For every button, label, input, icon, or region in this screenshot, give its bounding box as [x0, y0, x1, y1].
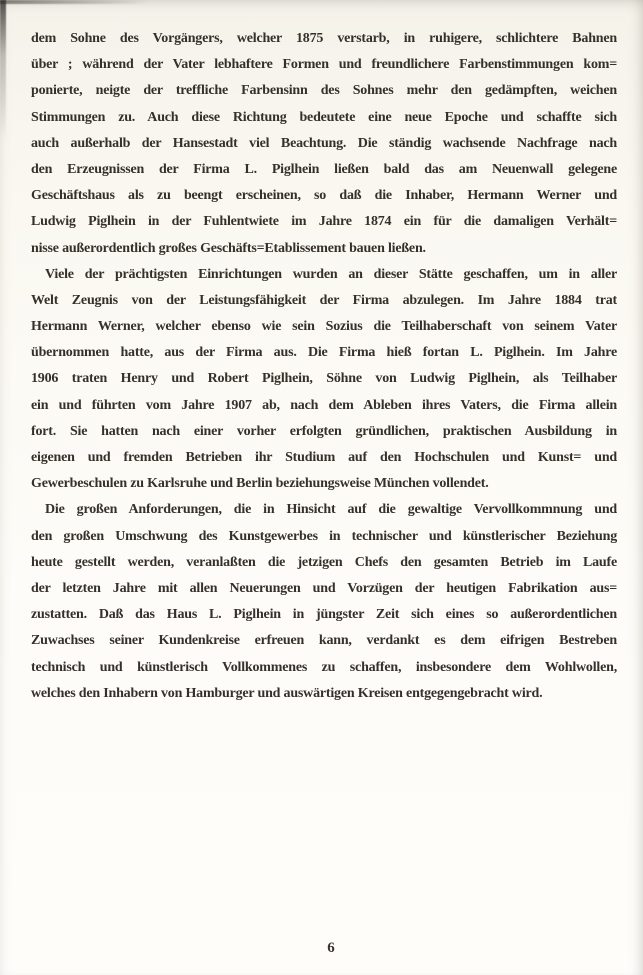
- text-line: Stimmungen zu. Auch diese Richtung bedeutete eine neue Epoche und schaffte sich: [31, 109, 617, 125]
- text-line: Zuwachses seiner Kundenkreise erfreuen kann, verdankt es dem eifrigen Bestreben: [31, 633, 617, 649]
- text-line: den großen Umschwung des Kunstgewerbes in technischer und künstlerischer Beziehung: [31, 528, 617, 544]
- paragraph-2: [31, 262, 617, 498]
- page-number: 6: [327, 940, 335, 956]
- text-line: auch außerhalb der Hansestadt viel Beachtung. Die ständig wachsende Nachfrage nach: [31, 135, 617, 151]
- text-line: nisse außerordentlich großes Geschäfts=Etablissement bauen ließen.: [31, 240, 426, 256]
- text-line: welches den Inhabern von Hamburger und auswärtigen Kreisen entgegengebracht wird.: [31, 685, 543, 701]
- text-line: Viele der prächtigsten Einrichtungen wurden an dieser Stätte geschaffen, um in aller: [45, 266, 617, 282]
- paragraph-3: [31, 497, 617, 707]
- text-line: Ludwig Piglhein in der Fuhlentwiete im Jahre 1874 ein für die damaligen Verhält=: [31, 214, 617, 230]
- text-line: ponierte, neigte der treffliche Farbensinn des Sohnes mehr den gedämpften, weichen: [31, 83, 617, 99]
- text-line: fort. Sie hatten nach einer vorher erfolgten gründlichen, praktischen Ausbildung in: [31, 423, 617, 439]
- body-text: [31, 26, 617, 707]
- text-line: übernommen hatte, aus der Firma aus. Die Firma hieß fortan L. Piglhein. Im Jahre: [31, 345, 617, 361]
- text-line: ein und führten vom Jahre 1907 ab, nach dem Ableben ihres Vaters, die Firma allein: [31, 397, 617, 413]
- text-line: zustatten. Daß das Haus L. Piglhein in jüngster Zeit sich eines so außerordentlichen: [31, 607, 617, 623]
- text-line: über ; während der Vater lebhaftere Formen und freundlichere Farbenstimmungen kom=: [31, 57, 617, 73]
- text-line: heute gestellt werden, veranlaßten die jetzigen Chefs den gesamten Betrieb im Laufe: [31, 554, 617, 570]
- text-line: technisch und künstlerisch Vollkommenes zu schaffen, insbesondere dem Wohlwollen,: [31, 659, 617, 675]
- text-line: der letzten Jahre mit allen Neuerungen und Vorzügen der heutigen Fabrikation aus=: [31, 580, 617, 596]
- text-line: eigenen und fremden Betrieben ihr Studium auf den Hochschulen und Kunst= und: [31, 450, 617, 465]
- text-line: 1906 traten Henry und Robert Piglhein, Söhne von Ludwig Piglhein, als Teilhaber: [31, 371, 617, 387]
- text-line: dem Sohne des Vorgängers, welcher 1875 verstarb, in ruhigere, schlichtere Bahnen: [31, 31, 617, 46]
- text-line: Geschäftshaus als zu beengt erscheinen, so daß die Inhaber, Hermann Werner und: [31, 188, 617, 204]
- paragraph-1: [31, 26, 617, 262]
- text-line: Die großen Anforderungen, die in Hinsicht auf die gewaltige Vervollkommnung und: [45, 502, 617, 518]
- scan-edge-artifact-left: [0, 0, 6, 140]
- text-line: den Erzeugnissen der Firma L. Piglhein ließen bald das am Neuenwall gelegene: [31, 161, 617, 177]
- text-line: Hermann Werner, welcher ebenso wie sein Sozius die Teilhaberschaft von seinem Vater: [31, 319, 617, 335]
- text-line: Gewerbeschulen zu Karlsruhe und Berlin beziehungsweise München vollendet.: [31, 476, 489, 492]
- text-line: Welt Zeugnis von der Leistungsfähigkeit der Firma abzulegen. Im Jahre 1884 trat: [31, 292, 617, 308]
- scan-edge-artifact-top: [0, 0, 150, 4]
